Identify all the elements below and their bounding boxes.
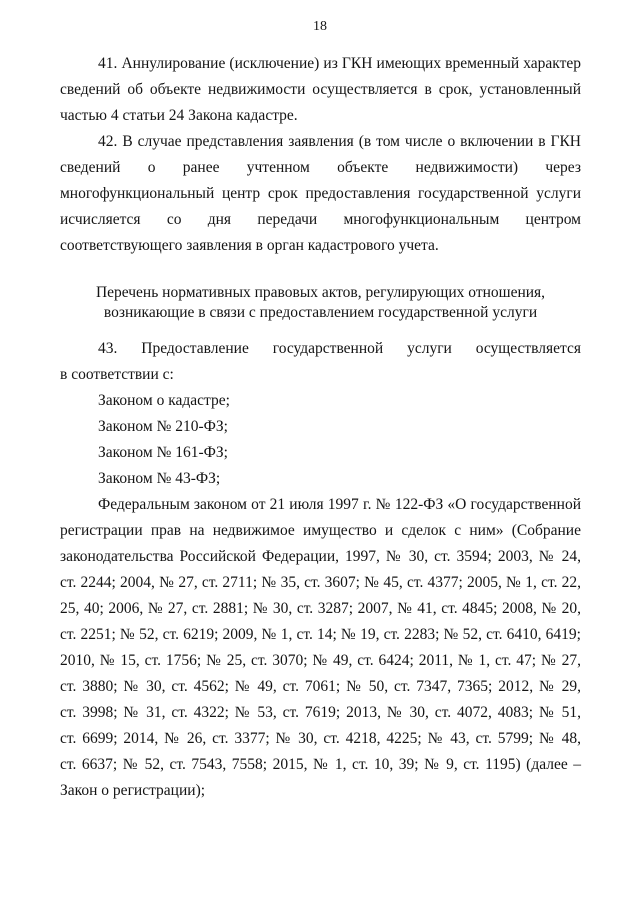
law-item-210: Законом № 210-ФЗ;: [98, 418, 228, 435]
paragraph-42-line-1: 42. В случае представления заявления (в том числе о включении в ГКН: [98, 133, 581, 150]
paragraph-41-line-3: частью 4 статьи 24 Закона кадастре.: [60, 107, 298, 124]
paragraph-42-line-4: исчисляется со дня передачи многофункциональным центром: [60, 211, 581, 228]
law-item-cadastre: Законом о кадастре;: [98, 392, 230, 409]
federal-law-line-6: ст. 2251; № 52, ст. 6219; 2009, № 1, ст. 14; № 19, ст. 2283; № 52, ст. 6410, 6419;: [60, 626, 581, 643]
federal-law-line-2: регистрации прав на недвижимое имущество и сделок с ним» (Собрание: [60, 522, 581, 539]
page-number: 18: [313, 19, 327, 34]
paragraph-42-line-5: соответствующего заявления в орган кадастрового учета.: [60, 237, 439, 254]
federal-law-line-1: Федеральным законом от 21 июля 1997 г. № 122-ФЗ «О государственной: [98, 496, 581, 513]
paragraph-41-line-2: сведений об объекте недвижимости осуществляется в срок, установленный: [60, 81, 581, 98]
federal-law-line-3: законодательства Российской Федерации, 1997, № 30, ст. 3594; 2003, № 24,: [60, 548, 581, 565]
federal-law-line-7: 2010, № 15, ст. 1756; № 25, ст. 3070; № 49, ст. 6424; 2011, № 1, ст. 47; № 27,: [60, 652, 581, 669]
paragraph-42-line-3: многофункциональный центр срок предоставления государственной услуги: [60, 185, 581, 202]
section-heading-line-1: Перечень нормативных правовых актов, регулирующих отношения,: [95, 284, 546, 301]
paragraph-42-line-2: сведений о ранее учтенном объекте недвижимости) через: [60, 159, 581, 176]
federal-law-line-9: ст. 3998; № 31, ст. 4322; № 53, ст. 7619; 2013, № 30, ст. 4072, 4083; № 51,: [60, 704, 581, 721]
federal-law-line-11: ст. 6637; № 52, ст. 7543, 7558; 2015, № 1, ст. 10, 39; № 9, ст. 1195) (далее –: [60, 756, 581, 773]
law-item-43: Законом № 43-ФЗ;: [98, 470, 221, 487]
paragraph-41-line-1: 41. Аннулирование (исключение) из ГКН имеющих временный характер: [98, 55, 581, 72]
paragraph-43-line-1: 43. Предоставление государственной услуги осуществляется: [98, 340, 581, 357]
federal-law-line-10: ст. 6699; 2014, № 26, ст. 3377; № 30, ст. 4218, 4225; № 43, ст. 5799; № 48,: [60, 730, 581, 747]
federal-law-line-12: Закон о регистрации);: [60, 782, 206, 799]
federal-law-line-5: 25, 40; 2006, № 27, ст. 2881; № 30, ст. 3287; 2007, № 41, ст. 4845; 2008, № 20,: [60, 600, 581, 617]
federal-law-line-4: ст. 2244; 2004, № 27, ст. 2711; № 35, ст. 3607; № 45, ст. 4377; 2005, № 1, ст. 22,: [60, 574, 581, 591]
section-heading-line-2: возникающие в связи с предоставлением государственной услуги: [103, 304, 538, 321]
law-item-161: Законом № 161-ФЗ;: [98, 444, 228, 461]
federal-law-line-8: ст. 3880; № 30, ст. 4562; № 49, ст. 7061; № 50, ст. 7347, 7365; 2012, № 29,: [60, 678, 581, 695]
paragraph-43-line-2: в соответствии с:: [60, 366, 174, 383]
